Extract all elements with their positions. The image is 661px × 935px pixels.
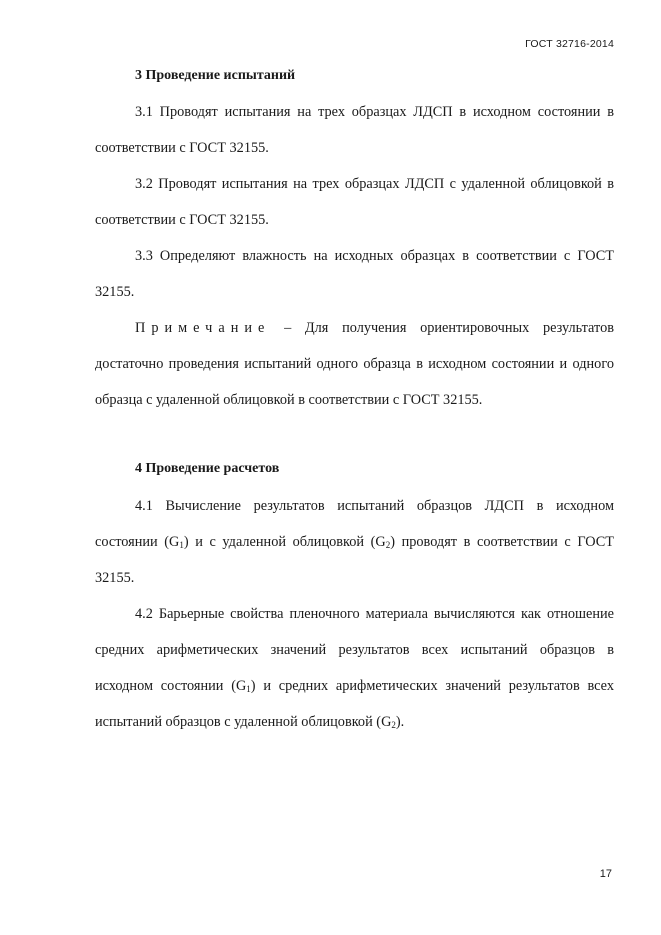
paragraph-3-3: 3.3 Определяют влажность на исходных образцах в соответствии с ГОСТ 32155. [95,248,614,300]
paragraph-3-1: 3.1 Проводят испытания на трех образцах ЛДСП в исходном состоянии в соответствии с ГОСТ 32155. [95,104,614,156]
subscript-2: 2 [385,540,391,550]
document-code: ГОСТ 32716-2014 [525,38,614,50]
section-4-heading: 4 Проведение расчетов [135,461,280,476]
paragraph-4-2-text-b: ) и средних арифметических значений результатов всех испытаний образцов с удаленной облицовкой (G [95,678,614,730]
subscript-2: 2 [391,720,396,730]
paragraph-4-1-text-b: ) и с удаленной облицовкой (G [183,534,386,550]
paragraph-4-2-text-a: 4.2 Барьерные свойства пленочного материала вычисляются как отношение средних арифметических значений результатов всех испытаний образцов в исходном состоянии (G [95,606,614,694]
paragraph-4-2-text-c: ). [395,714,405,730]
paragraph-4-1 [95,488,614,596]
note-text: – Для получения ориентировочных результатов достаточно проведения испытаний одного образца в исходном состоянии и одного образца с удаленной облицовкой в соответствии с ГОСТ 32155. [95,320,614,408]
note-label: Примечание [135,320,271,336]
page-number: 17 [599,868,612,880]
paragraph-4-2 [95,596,614,740]
subscript-1: 1 [246,684,251,694]
note-paragraph [95,310,614,418]
subscript-1: 1 [179,540,184,550]
paragraph-3-2: 3.2 Проводят испытания на трех образцах ЛДСП с удаленной облицовкой в соответствии с ГОСТ 32155. [95,176,614,228]
paragraph-4-1-text-a: 4.1 Вычисление результатов испытаний образцов ЛДСП в исходном состоянии (G [95,498,614,550]
paragraph-4-1-text-c: ) проводят в соответствии с ГОСТ 32155. [95,534,615,586]
section-3-heading: 3 Проведение испытаний [135,68,296,83]
